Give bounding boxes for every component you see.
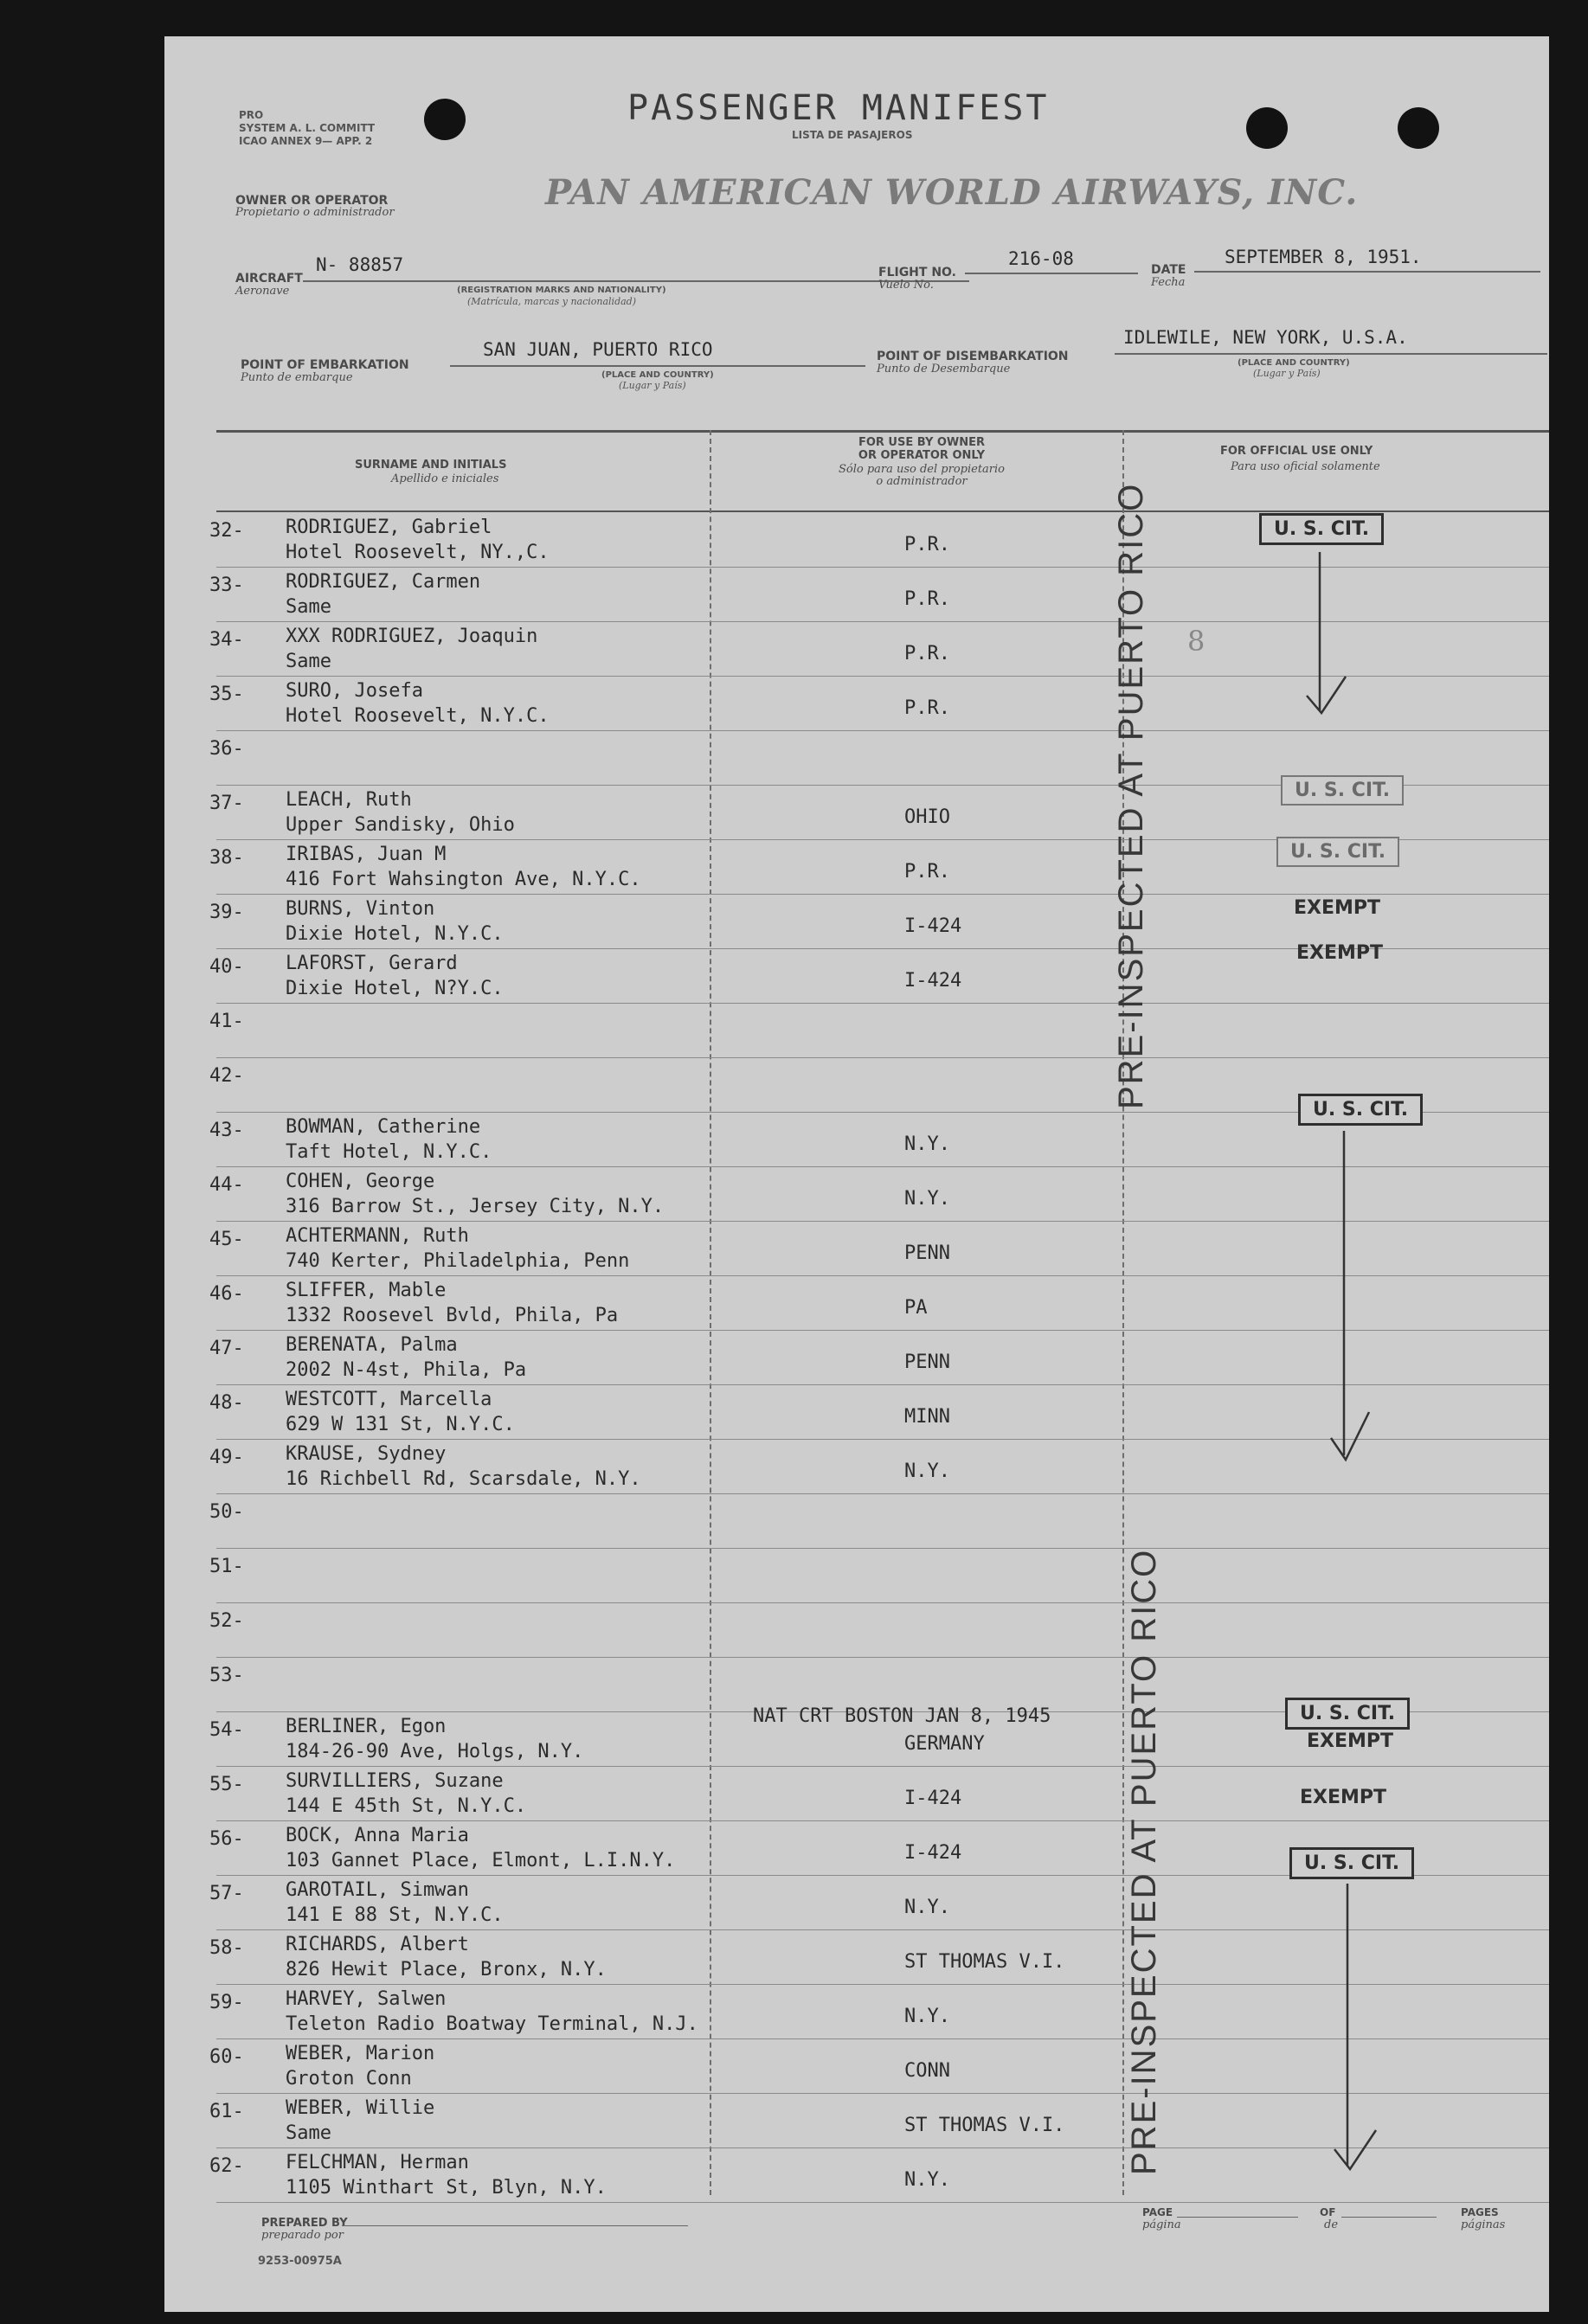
- us-cit-stamp: U. S. CIT.: [1289, 1847, 1414, 1879]
- manifest-sheet: [164, 36, 1549, 2312]
- row-number: 53-: [209, 1665, 244, 1686]
- passenger-address: Groton Conn: [286, 2068, 412, 2090]
- passenger-name: BURNS, Vinton: [286, 898, 435, 920]
- passenger-address: Same: [286, 596, 331, 618]
- of-label: OF: [1320, 2206, 1336, 2218]
- row-number: 33-: [209, 575, 244, 596]
- flight-value: 216-08: [1008, 248, 1074, 269]
- date-value: SEPTEMBER 8, 1951.: [1225, 247, 1422, 267]
- aircraft-label-es: Aeronave: [235, 285, 290, 298]
- page-label-es: página: [1142, 2218, 1181, 2231]
- owner-label: OWNER OR OPERATOR: [235, 194, 389, 208]
- of-label-es: de: [1324, 2218, 1339, 2231]
- us-cit-stamp: U. S. CIT.: [1285, 1698, 1410, 1730]
- us-cit-stamp: U. S. CIT.: [1259, 513, 1384, 545]
- passenger-name: WESTCOTT, Marcella: [286, 1389, 492, 1410]
- row-number: 35-: [209, 684, 244, 705]
- row-number: 48-: [209, 1392, 244, 1414]
- passenger-name: RODRIGUEZ, Gabriel: [286, 517, 492, 538]
- prepared-by-label: PREPARED BY: [261, 2217, 348, 2230]
- exempt-stamp: EXEMPT: [1294, 897, 1381, 919]
- passenger-address: 103 Gannet Place, Elmont, L.I.N.Y.: [286, 1850, 676, 1871]
- embark-label: POINT OF EMBARKATION: [241, 358, 409, 372]
- passenger-address: 2002 N-4st, Phila, Pa: [286, 1359, 527, 1381]
- row-number: 60-: [209, 2046, 244, 2068]
- row-number: 36-: [209, 738, 244, 760]
- row-number: 51-: [209, 1556, 244, 1577]
- prepared-by-label-es: preparado por: [261, 2229, 344, 2242]
- form-number: 9253-00975A: [258, 2255, 342, 2268]
- row-number: 34-: [209, 629, 244, 651]
- passenger-name: SURO, Josefa: [286, 680, 423, 702]
- nationality-code: P.R.: [904, 534, 950, 555]
- row-number: 47-: [209, 1338, 244, 1359]
- passenger-address: 826 Hewit Place, Bronx, N.Y.: [286, 1959, 607, 1981]
- exempt-stamp: EXEMPT: [1296, 942, 1384, 964]
- exempt-stamp: EXEMPT: [1300, 1787, 1387, 1808]
- row-number: 46-: [209, 1283, 244, 1305]
- form-reference: PRO SYSTEM A. L. COMMITT ICAO ANNEX 9— APP. 2: [239, 109, 376, 147]
- passenger-name: BERLINER, Egon: [286, 1716, 447, 1737]
- row-number: 61-: [209, 2101, 244, 2122]
- pages-label: PAGES: [1461, 2206, 1499, 2218]
- passenger-address: 144 E 45th St, N.Y.C.: [286, 1795, 527, 1817]
- passenger-address: 141 E 88 St, N.Y.C.: [286, 1904, 504, 1926]
- disembark-place-note: (PLACE AND COUNTRY): [1238, 358, 1350, 368]
- passenger-address: Upper Sandisky, Ohio: [286, 814, 515, 836]
- passenger-address: 16 Richbell Rd, Scarsdale, N.Y.: [286, 1468, 641, 1490]
- passenger-name: FELCHMAN, Herman: [286, 2152, 469, 2173]
- column-header-owner: FOR USE BY OWNER OR OPERATOR ONLY: [858, 436, 986, 462]
- passenger-address: 740 Kerter, Philadelphia, Penn: [286, 1250, 630, 1272]
- row-number: 58-: [209, 1937, 244, 1959]
- nationality-code: PA: [904, 1297, 928, 1319]
- nationality-code: P.R.: [904, 643, 950, 664]
- nationality-code: CONN: [904, 2060, 950, 2082]
- passenger-name: WEBER, Willie: [286, 2097, 435, 2119]
- nationality-code: N.Y.: [904, 2169, 950, 2191]
- nationality-code: I-424: [904, 915, 962, 937]
- us-cit-stamp: U. S. CIT.: [1298, 1094, 1423, 1126]
- row-number: 50-: [209, 1501, 244, 1523]
- manifest-title: PASSENGER MANIFEST: [627, 88, 1050, 128]
- column-header-owner-es: Sólo para uso del propietario o administrador: [838, 463, 1006, 488]
- passenger-address: Dixie Hotel, N.Y.C.: [286, 923, 504, 945]
- passenger-name: BOCK, Anna Maria: [286, 1825, 469, 1846]
- row-number: 37-: [209, 793, 244, 814]
- passenger-address: 1332 Roosevel Bvld, Phila, Pa: [286, 1305, 619, 1326]
- manifest-subtitle: LISTA DE PASAJEROS: [792, 129, 913, 141]
- date-label-es: Fecha: [1151, 276, 1186, 289]
- embark-place-note-es: (Lugar y País): [619, 380, 686, 391]
- pre-inspected-stamp-lower: PRE-INSPECTED AT PUERTO RICO: [1125, 1548, 1163, 2175]
- row-number: 42-: [209, 1065, 244, 1087]
- nationality-code: P.R.: [904, 861, 950, 883]
- passenger-name: XXX RODRIGUEZ, Joaquin: [286, 626, 538, 647]
- row-number: 56-: [209, 1828, 244, 1850]
- passenger-address: Teleton Radio Boatway Terminal, N.J.: [286, 2013, 698, 2035]
- page-underline: [1177, 2217, 1298, 2218]
- passenger-name: SURVILLIERS, Suzane: [286, 1770, 504, 1792]
- owner-label-es: Propietario o administrador: [235, 206, 395, 219]
- nationality-code: N.Y.: [904, 1461, 950, 1482]
- nationality-code: PENN: [904, 1242, 950, 1264]
- passenger-address: Taft Hotel, N.Y.C.: [286, 1141, 492, 1163]
- us-cit-stamp: U. S. CIT.: [1281, 775, 1404, 806]
- passenger-address: 316 Barrow St., Jersey City, N.Y.: [286, 1196, 665, 1217]
- row-number: 54-: [209, 1719, 244, 1741]
- row-number: 45-: [209, 1229, 244, 1250]
- passenger-name: SLIFFER, Mable: [286, 1280, 447, 1301]
- registration-note: (REGISTRATION MARKS AND NATIONALITY): [457, 286, 666, 295]
- nationality-code: P.R.: [904, 697, 950, 719]
- passenger-name: COHEN, George: [286, 1171, 435, 1192]
- disembark-label: POINT OF DISEMBARKATION: [877, 350, 1069, 363]
- nationality-code: ST THOMAS V.I.: [904, 2115, 1065, 2136]
- row-number: 38-: [209, 847, 244, 869]
- nationality-code: MINN: [904, 1406, 950, 1428]
- pre-inspected-stamp-upper: PRE-INSPECTED AT PUERTO RICO: [1112, 482, 1150, 1109]
- disembark-place-note-es: (Lugar y País): [1253, 368, 1321, 379]
- aircraft-label: AIRCRAFT: [235, 272, 303, 286]
- nationality-code: I-424: [904, 1842, 962, 1864]
- row-number: 39-: [209, 902, 244, 923]
- flight-label: FLIGHT NO.: [878, 266, 956, 279]
- passenger-name: HARVEY, Salwen: [286, 1988, 447, 2010]
- of-underline: [1341, 2217, 1437, 2218]
- passenger-address: Dixie Hotel, N?Y.C.: [286, 978, 504, 999]
- row-number: 62-: [209, 2155, 244, 2177]
- operator-name: PAN AMERICAN WORLD AIRWAYS, INC.: [545, 172, 1359, 213]
- row-number: 55-: [209, 1774, 244, 1795]
- pages-label-es: páginas: [1461, 2218, 1506, 2231]
- passenger-name: GAROTAIL, Simwan: [286, 1879, 469, 1901]
- passenger-name: LEACH, Ruth: [286, 789, 412, 811]
- row-number: 57-: [209, 1883, 244, 1904]
- passenger-name: ACHTERMANN, Ruth: [286, 1225, 469, 1247]
- page-label: PAGE: [1142, 2206, 1173, 2218]
- row-number: 40-: [209, 956, 244, 978]
- column-header-official-es: Para uso oficial solamente: [1231, 460, 1380, 473]
- passenger-name: BOWMAN, Catherine: [286, 1116, 481, 1138]
- nationality-code: N.Y.: [904, 2006, 950, 2027]
- passenger-address: 629 W 131 St, N.Y.C.: [286, 1414, 515, 1435]
- passenger-name: WEBER, Marion: [286, 2043, 435, 2064]
- row-number: 44-: [209, 1174, 244, 1196]
- column-header-official: FOR OFFICIAL USE ONLY: [1220, 445, 1373, 458]
- nationality-code: N.Y.: [904, 1897, 950, 1918]
- naturalization-note: NAT CRT BOSTON JAN 8, 1945: [753, 1705, 1051, 1727]
- nationality-code: N.Y.: [904, 1188, 950, 1210]
- nationality-code: ST THOMAS V.I.: [904, 1951, 1065, 1973]
- passenger-address: 416 Fort Wahsington Ave, N.Y.C.: [286, 869, 641, 890]
- row-number: 59-: [209, 1992, 244, 2013]
- exempt-stamp: EXEMPT: [1307, 1730, 1394, 1752]
- column-header-surname: SURNAME AND INITIALS: [355, 459, 507, 472]
- prepared-by-underline: [342, 2225, 688, 2226]
- passenger-name: RODRIGUEZ, Carmen: [286, 571, 481, 593]
- passenger-address: Hotel Roosevelt, N.Y.C.: [286, 705, 550, 727]
- nationality-code: GERMANY: [904, 1733, 985, 1755]
- nationality-code: N.Y.: [904, 1133, 950, 1155]
- aircraft-value: N- 88857: [316, 254, 404, 275]
- column-header-surname-es: Apellido e iniciales: [391, 472, 499, 485]
- passenger-name: LAFORST, Gerard: [286, 953, 458, 974]
- date-label: DATE: [1151, 263, 1186, 277]
- check-marks: [164, 36, 1549, 2312]
- passenger-address: Hotel Roosevelt, NY.,C.: [286, 542, 550, 563]
- row-number: 32-: [209, 520, 244, 542]
- passenger-name: IRIBAS, Juan M: [286, 844, 447, 865]
- passenger-name: RICHARDS, Albert: [286, 1934, 469, 1955]
- flight-label-es: Vuelo No.: [878, 279, 934, 292]
- passenger-name: KRAUSE, Sydney: [286, 1443, 447, 1465]
- row-number: 52-: [209, 1610, 244, 1632]
- row-number: 49-: [209, 1447, 244, 1468]
- embark-value: SAN JUAN, PUERTO RICO: [483, 339, 713, 360]
- disembark-label-es: Punto de Desembarque: [877, 363, 1011, 376]
- registration-note-es: (Matrícula, marcas y nacionalidad): [467, 296, 636, 307]
- passenger-address: Same: [286, 651, 331, 672]
- passenger-address: 184-26-90 Ave, Holgs, N.Y.: [286, 1741, 584, 1762]
- row-number: 41-: [209, 1011, 244, 1032]
- passenger-address: 1105 Winthart St, Blyn, N.Y.: [286, 2177, 607, 2199]
- nationality-code: PENN: [904, 1351, 950, 1373]
- us-cit-stamp: U. S. CIT.: [1276, 837, 1399, 867]
- row-number: 43-: [209, 1120, 244, 1141]
- nationality-code: P.R.: [904, 588, 950, 610]
- nationality-code: I-424: [904, 970, 962, 992]
- embark-label-es: Punto de embarque: [241, 371, 353, 384]
- disembark-value: IDLEWILE, NEW YORK, U.S.A.: [1123, 327, 1408, 348]
- embark-place-note: (PLACE AND COUNTRY): [601, 370, 714, 380]
- handwritten-mark: 8: [1187, 625, 1205, 658]
- nationality-code: I-424: [904, 1788, 962, 1809]
- nationality-code: OHIO: [904, 806, 950, 828]
- passenger-address: Same: [286, 2122, 331, 2144]
- passenger-name: BERENATA, Palma: [286, 1334, 458, 1356]
